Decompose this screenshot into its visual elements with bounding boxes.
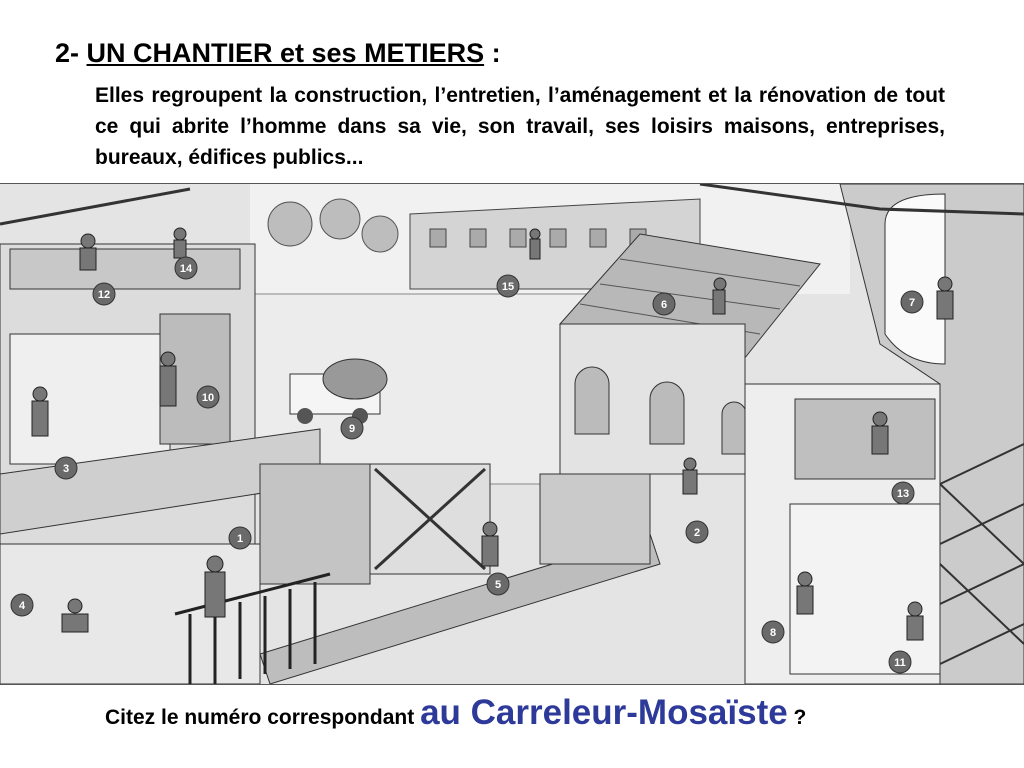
question-highlight: au Carreleur-Mosaïste — [420, 693, 788, 732]
badge-8: 8 — [769, 627, 777, 639]
badge-10: 10 — [201, 392, 215, 404]
title-prefix: 2- — [55, 38, 87, 68]
construction-site-illustration — [0, 183, 1024, 685]
question-suffix: ? — [787, 706, 807, 729]
badge-7: 7 — [908, 297, 916, 309]
title-suffix: : — [484, 38, 501, 68]
badge-12: 12 — [97, 289, 111, 301]
badge-13: 13 — [896, 488, 910, 500]
question-prefix: Citez le numéro correspondant — [105, 706, 421, 729]
badge-1: 1 — [236, 533, 244, 545]
title-main: UN CHANTIER et ses METIERS — [86, 38, 485, 68]
badge-4: 4 — [18, 600, 26, 612]
badge-11: 11 — [894, 657, 906, 669]
badge-14: 14 — [179, 263, 193, 275]
badge-9: 9 — [348, 423, 356, 435]
badge-2: 2 — [693, 527, 701, 539]
badge-5: 5 — [494, 579, 502, 591]
intro-paragraph: Elles regroupent la construction, l’entretien, l’aménagement et la rénovation de tout ce qui abrite l’homme dans sa vie, son travail, ses loisirs maisons, entreprises, bureaux, édifices publics... — [95, 84, 945, 169]
page-title — [55, 38, 501, 69]
badge-15: 15 — [501, 281, 515, 293]
question-text — [105, 693, 806, 733]
badge-3: 3 — [62, 463, 70, 475]
badge-6: 6 — [660, 299, 668, 311]
